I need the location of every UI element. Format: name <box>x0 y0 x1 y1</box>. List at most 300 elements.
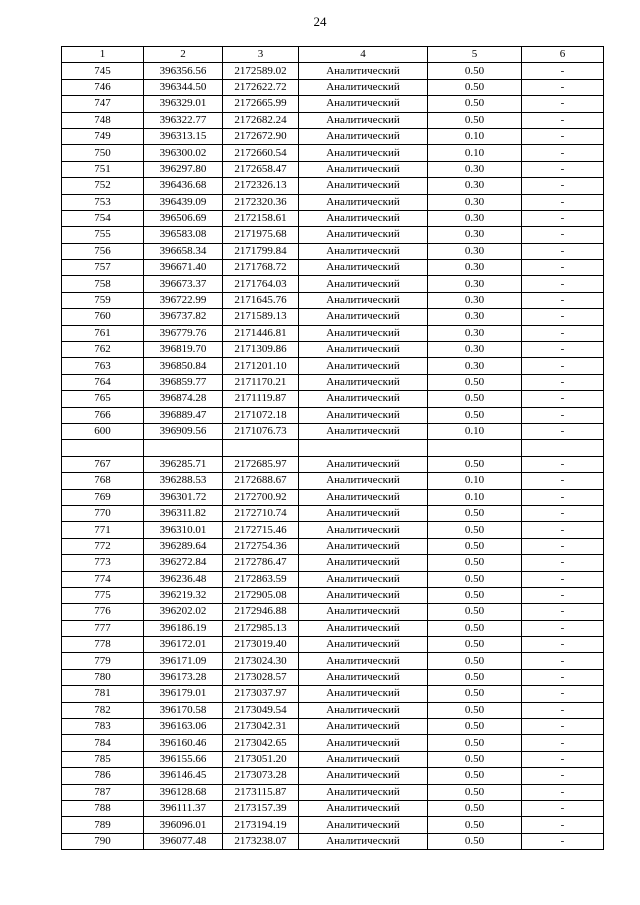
accuracy-cell: 0.50 <box>428 604 522 620</box>
point-number-cell: 783 <box>62 719 144 735</box>
y-coordinate-cell: 2171589.13 <box>223 309 299 325</box>
accuracy-cell: 0.10 <box>428 145 522 161</box>
table-row <box>62 686 604 702</box>
method-cell: Аналитический <box>299 194 428 210</box>
note-cell: - <box>522 489 604 505</box>
table-row <box>62 800 604 816</box>
x-coordinate-cell: 396889.47 <box>144 407 223 423</box>
table-row <box>62 391 604 407</box>
table-row <box>62 555 604 571</box>
column-header-3: 3 <box>223 47 299 63</box>
point-number-cell: 770 <box>62 505 144 521</box>
point-number-cell: 787 <box>62 784 144 800</box>
y-coordinate-cell: 2173019.40 <box>223 637 299 653</box>
accuracy-cell: 0.50 <box>428 571 522 587</box>
y-coordinate-cell: 2172863.59 <box>223 571 299 587</box>
point-number-cell <box>62 440 144 456</box>
note-cell: - <box>522 309 604 325</box>
note-cell: - <box>522 276 604 292</box>
y-coordinate-cell: 2172665.99 <box>223 96 299 112</box>
method-cell: Аналитический <box>299 309 428 325</box>
accuracy-cell: 0.30 <box>428 243 522 259</box>
y-coordinate-cell: 2172658.47 <box>223 161 299 177</box>
x-coordinate-cell: 396171.09 <box>144 653 223 669</box>
method-cell: Аналитический <box>299 358 428 374</box>
accuracy-cell: 0.50 <box>428 456 522 472</box>
method-cell: Аналитический <box>299 79 428 95</box>
table-row <box>62 374 604 390</box>
point-number-cell: 786 <box>62 768 144 784</box>
y-coordinate-cell: 2171645.76 <box>223 292 299 308</box>
point-number-cell: 746 <box>62 79 144 95</box>
accuracy-cell: 0.50 <box>428 702 522 718</box>
method-cell: Аналитический <box>299 128 428 144</box>
point-number-cell: 779 <box>62 653 144 669</box>
note-cell: - <box>522 817 604 833</box>
point-number-cell: 752 <box>62 178 144 194</box>
method-cell: Аналитический <box>299 473 428 489</box>
note-cell: - <box>522 423 604 439</box>
method-cell: Аналитический <box>299 702 428 718</box>
x-coordinate-cell: 396236.48 <box>144 571 223 587</box>
x-coordinate-cell: 396170.58 <box>144 702 223 718</box>
note-cell: - <box>522 391 604 407</box>
accuracy-cell: 0.50 <box>428 735 522 751</box>
table-row <box>62 63 604 79</box>
point-number-cell: 775 <box>62 587 144 603</box>
x-coordinate-cell: 396322.77 <box>144 112 223 128</box>
accuracy-cell: 0.50 <box>428 833 522 849</box>
note-cell: - <box>522 538 604 554</box>
note-cell: - <box>522 702 604 718</box>
column-header-2: 2 <box>144 47 223 63</box>
accuracy-cell: 0.10 <box>428 473 522 489</box>
method-cell: Аналитический <box>299 768 428 784</box>
accuracy-cell: 0.50 <box>428 751 522 767</box>
table-row <box>62 210 604 226</box>
x-coordinate-cell: 396163.06 <box>144 719 223 735</box>
method-cell <box>299 440 428 456</box>
x-coordinate-cell: 396859.77 <box>144 374 223 390</box>
method-cell: Аналитический <box>299 735 428 751</box>
accuracy-cell: 0.50 <box>428 686 522 702</box>
table-row <box>62 571 604 587</box>
accuracy-cell: 0.50 <box>428 538 522 554</box>
method-cell: Аналитический <box>299 342 428 358</box>
note-cell: - <box>522 735 604 751</box>
point-number-cell: 784 <box>62 735 144 751</box>
note-cell: - <box>522 227 604 243</box>
accuracy-cell: 0.30 <box>428 227 522 243</box>
accuracy-cell: 0.50 <box>428 505 522 521</box>
note-cell: - <box>522 800 604 816</box>
y-coordinate-cell: 2171072.18 <box>223 407 299 423</box>
accuracy-cell: 0.50 <box>428 800 522 816</box>
point-number-cell: 754 <box>62 210 144 226</box>
point-number-cell: 747 <box>62 96 144 112</box>
table-row <box>62 719 604 735</box>
method-cell: Аналитический <box>299 571 428 587</box>
note-cell: - <box>522 325 604 341</box>
point-number-cell: 762 <box>62 342 144 358</box>
note-cell: - <box>522 719 604 735</box>
y-coordinate-cell: 2172622.72 <box>223 79 299 95</box>
note-cell: - <box>522 407 604 423</box>
table-row <box>62 358 604 374</box>
column-header-1: 1 <box>62 47 144 63</box>
note-cell: - <box>522 292 604 308</box>
accuracy-cell: 0.10 <box>428 423 522 439</box>
table-row <box>62 522 604 538</box>
note-cell: - <box>522 96 604 112</box>
table-row <box>62 735 604 751</box>
x-coordinate-cell: 396356.56 <box>144 63 223 79</box>
y-coordinate-cell: 2173028.57 <box>223 669 299 685</box>
table-row <box>62 604 604 620</box>
note-cell: - <box>522 768 604 784</box>
table-row <box>62 128 604 144</box>
accuracy-cell: 0.50 <box>428 96 522 112</box>
method-cell: Аналитический <box>299 604 428 620</box>
y-coordinate-cell: 2172946.88 <box>223 604 299 620</box>
method-cell: Аналитический <box>299 637 428 653</box>
method-cell: Аналитический <box>299 522 428 538</box>
accuracy-cell: 0.30 <box>428 161 522 177</box>
y-coordinate-cell: 2171201.10 <box>223 358 299 374</box>
point-number-cell: 778 <box>62 637 144 653</box>
method-cell: Аналитический <box>299 210 428 226</box>
method-cell: Аналитический <box>299 227 428 243</box>
x-coordinate-cell: 396819.70 <box>144 342 223 358</box>
point-number-cell: 600 <box>62 423 144 439</box>
y-coordinate-cell <box>223 440 299 456</box>
note-cell: - <box>522 686 604 702</box>
accuracy-cell: 0.30 <box>428 260 522 276</box>
accuracy-cell: 0.30 <box>428 178 522 194</box>
accuracy-cell: 0.50 <box>428 587 522 603</box>
method-cell: Аналитический <box>299 407 428 423</box>
method-cell: Аналитический <box>299 63 428 79</box>
y-coordinate-cell: 2172320.36 <box>223 194 299 210</box>
method-cell: Аналитический <box>299 276 428 292</box>
x-coordinate-cell: 396219.32 <box>144 587 223 603</box>
y-coordinate-cell: 2172158.61 <box>223 210 299 226</box>
y-coordinate-cell: 2172688.67 <box>223 473 299 489</box>
table-row <box>62 751 604 767</box>
x-coordinate-cell: 396583.08 <box>144 227 223 243</box>
note-cell: - <box>522 604 604 620</box>
x-coordinate-cell: 396673.37 <box>144 276 223 292</box>
table-row <box>62 587 604 603</box>
point-number-cell: 788 <box>62 800 144 816</box>
note-cell: - <box>522 112 604 128</box>
accuracy-cell: 0.10 <box>428 489 522 505</box>
point-number-cell: 771 <box>62 522 144 538</box>
table-row <box>62 260 604 276</box>
x-coordinate-cell: 396506.69 <box>144 210 223 226</box>
method-cell: Аналитический <box>299 719 428 735</box>
y-coordinate-cell: 2171446.81 <box>223 325 299 341</box>
point-number-cell: 753 <box>62 194 144 210</box>
x-coordinate-cell: 396155.66 <box>144 751 223 767</box>
y-coordinate-cell: 2173037.97 <box>223 686 299 702</box>
method-cell: Аналитический <box>299 325 428 341</box>
accuracy-cell: 0.30 <box>428 358 522 374</box>
note-cell: - <box>522 587 604 603</box>
x-coordinate-cell: 396737.82 <box>144 309 223 325</box>
x-coordinate-cell: 396173.28 <box>144 669 223 685</box>
x-coordinate-cell: 396111.37 <box>144 800 223 816</box>
x-coordinate-cell: 396311.82 <box>144 505 223 521</box>
note-cell: - <box>522 128 604 144</box>
table-row <box>62 669 604 685</box>
note-cell: - <box>522 555 604 571</box>
point-number-cell: 757 <box>62 260 144 276</box>
x-coordinate-cell: 396310.01 <box>144 522 223 538</box>
note-cell: - <box>522 178 604 194</box>
note-cell: - <box>522 79 604 95</box>
table-row <box>62 325 604 341</box>
table-header-row <box>62 47 604 63</box>
note-cell: - <box>522 571 604 587</box>
table-row <box>62 79 604 95</box>
point-number-cell: 750 <box>62 145 144 161</box>
accuracy-cell: 0.30 <box>428 276 522 292</box>
x-coordinate-cell: 396313.15 <box>144 128 223 144</box>
method-cell: Аналитический <box>299 800 428 816</box>
table-row <box>62 538 604 554</box>
x-coordinate-cell: 396285.71 <box>144 456 223 472</box>
y-coordinate-cell: 2172660.54 <box>223 145 299 161</box>
y-coordinate-cell: 2171799.84 <box>223 243 299 259</box>
note-cell: - <box>522 260 604 276</box>
y-coordinate-cell: 2172786.47 <box>223 555 299 571</box>
note-cell: - <box>522 784 604 800</box>
y-coordinate-cell: 2172905.08 <box>223 587 299 603</box>
y-coordinate-cell: 2173042.31 <box>223 719 299 735</box>
note-cell: - <box>522 243 604 259</box>
table-row <box>62 407 604 423</box>
point-number-cell: 760 <box>62 309 144 325</box>
y-coordinate-cell: 2172682.24 <box>223 112 299 128</box>
point-number-cell: 768 <box>62 473 144 489</box>
point-number-cell: 789 <box>62 817 144 833</box>
y-coordinate-cell: 2173049.54 <box>223 702 299 718</box>
method-cell: Аналитический <box>299 669 428 685</box>
x-coordinate-cell: 396344.50 <box>144 79 223 95</box>
point-number-cell: 782 <box>62 702 144 718</box>
point-number-cell: 759 <box>62 292 144 308</box>
accuracy-cell: 0.50 <box>428 719 522 735</box>
accuracy-cell: 0.50 <box>428 784 522 800</box>
table-row <box>62 194 604 210</box>
method-cell: Аналитический <box>299 96 428 112</box>
y-coordinate-cell: 2172710.74 <box>223 505 299 521</box>
table-row <box>62 489 604 505</box>
method-cell: Аналитический <box>299 555 428 571</box>
table-row <box>62 817 604 833</box>
x-coordinate-cell: 396850.84 <box>144 358 223 374</box>
accuracy-cell: 0.50 <box>428 555 522 571</box>
y-coordinate-cell: 2173157.39 <box>223 800 299 816</box>
accuracy-cell: 0.50 <box>428 653 522 669</box>
y-coordinate-cell: 2172589.02 <box>223 63 299 79</box>
x-coordinate-cell: 396202.02 <box>144 604 223 620</box>
x-coordinate-cell: 396671.40 <box>144 260 223 276</box>
accuracy-cell: 0.50 <box>428 522 522 538</box>
point-number-cell: 769 <box>62 489 144 505</box>
point-number-cell: 749 <box>62 128 144 144</box>
y-coordinate-cell: 2172672.90 <box>223 128 299 144</box>
table-row <box>62 342 604 358</box>
table-row <box>62 833 604 849</box>
method-cell: Аналитический <box>299 751 428 767</box>
point-number-cell: 776 <box>62 604 144 620</box>
accuracy-cell: 0.50 <box>428 620 522 636</box>
table-row <box>62 161 604 177</box>
accuracy-cell: 0.50 <box>428 669 522 685</box>
table-row <box>62 112 604 128</box>
table-row <box>62 96 604 112</box>
y-coordinate-cell: 2173051.20 <box>223 751 299 767</box>
accuracy-cell: 0.30 <box>428 210 522 226</box>
table-row <box>62 702 604 718</box>
table-row <box>62 784 604 800</box>
y-coordinate-cell: 2172685.97 <box>223 456 299 472</box>
note-cell: - <box>522 342 604 358</box>
accuracy-cell: 0.50 <box>428 391 522 407</box>
x-coordinate-cell: 396909.56 <box>144 423 223 439</box>
table-row <box>62 309 604 325</box>
table-body <box>62 63 604 850</box>
accuracy-cell <box>428 440 522 456</box>
x-coordinate-cell: 396186.19 <box>144 620 223 636</box>
table-row <box>62 620 604 636</box>
note-cell: - <box>522 210 604 226</box>
table-row <box>62 292 604 308</box>
y-coordinate-cell: 2171309.86 <box>223 342 299 358</box>
note-cell: - <box>522 145 604 161</box>
x-coordinate-cell: 396874.28 <box>144 391 223 407</box>
method-cell: Аналитический <box>299 505 428 521</box>
x-coordinate-cell: 396436.68 <box>144 178 223 194</box>
x-coordinate-cell: 396297.80 <box>144 161 223 177</box>
x-coordinate-cell: 396722.99 <box>144 292 223 308</box>
point-number-cell: 745 <box>62 63 144 79</box>
point-number-cell: 777 <box>62 620 144 636</box>
y-coordinate-cell: 2171076.73 <box>223 423 299 439</box>
accuracy-cell: 0.50 <box>428 112 522 128</box>
column-header-6: 6 <box>522 47 604 63</box>
point-number-cell: 748 <box>62 112 144 128</box>
method-cell: Аналитический <box>299 145 428 161</box>
y-coordinate-cell: 2172754.36 <box>223 538 299 554</box>
method-cell: Аналитический <box>299 423 428 439</box>
y-coordinate-cell: 2171764.03 <box>223 276 299 292</box>
x-coordinate-cell: 396329.01 <box>144 96 223 112</box>
note-cell: - <box>522 522 604 538</box>
method-cell: Аналитический <box>299 161 428 177</box>
x-coordinate-cell: 396096.01 <box>144 817 223 833</box>
accuracy-cell: 0.30 <box>428 342 522 358</box>
method-cell: Аналитический <box>299 391 428 407</box>
point-number-cell: 785 <box>62 751 144 767</box>
x-coordinate-cell <box>144 440 223 456</box>
point-number-cell: 761 <box>62 325 144 341</box>
point-number-cell: 751 <box>62 161 144 177</box>
method-cell: Аналитический <box>299 178 428 194</box>
accuracy-cell: 0.50 <box>428 79 522 95</box>
x-coordinate-cell: 396146.45 <box>144 768 223 784</box>
method-cell: Аналитический <box>299 374 428 390</box>
point-number-cell: 790 <box>62 833 144 849</box>
accuracy-cell: 0.50 <box>428 63 522 79</box>
table-row <box>62 768 604 784</box>
x-coordinate-cell: 396779.76 <box>144 325 223 341</box>
table-row <box>62 637 604 653</box>
method-cell: Аналитический <box>299 489 428 505</box>
table-row <box>62 178 604 194</box>
table-row <box>62 505 604 521</box>
point-number-cell: 764 <box>62 374 144 390</box>
x-coordinate-cell: 396300.02 <box>144 145 223 161</box>
y-coordinate-cell: 2172700.92 <box>223 489 299 505</box>
x-coordinate-cell: 396077.48 <box>144 833 223 849</box>
note-cell: - <box>522 505 604 521</box>
y-coordinate-cell: 2173073.28 <box>223 768 299 784</box>
point-number-cell: 756 <box>62 243 144 259</box>
y-coordinate-cell: 2171170.21 <box>223 374 299 390</box>
y-coordinate-cell: 2172985.13 <box>223 620 299 636</box>
page-number: 24 <box>313 14 327 29</box>
x-coordinate-cell: 396179.01 <box>144 686 223 702</box>
method-cell: Аналитический <box>299 587 428 603</box>
accuracy-cell: 0.30 <box>428 194 522 210</box>
column-header-5: 5 <box>428 47 522 63</box>
y-coordinate-cell: 2171975.68 <box>223 227 299 243</box>
method-cell: Аналитический <box>299 620 428 636</box>
note-cell: - <box>522 653 604 669</box>
column-header-4: 4 <box>299 47 428 63</box>
x-coordinate-cell: 396301.72 <box>144 489 223 505</box>
accuracy-cell: 0.10 <box>428 128 522 144</box>
point-number-cell: 758 <box>62 276 144 292</box>
point-number-cell: 773 <box>62 555 144 571</box>
y-coordinate-cell: 2173194.19 <box>223 817 299 833</box>
point-number-cell: 767 <box>62 456 144 472</box>
note-cell: - <box>522 161 604 177</box>
note-cell: - <box>522 473 604 489</box>
method-cell: Аналитический <box>299 260 428 276</box>
table-row <box>62 145 604 161</box>
accuracy-cell: 0.50 <box>428 374 522 390</box>
x-coordinate-cell: 396160.46 <box>144 735 223 751</box>
x-coordinate-cell: 396658.34 <box>144 243 223 259</box>
note-cell <box>522 440 604 456</box>
point-number-cell: 781 <box>62 686 144 702</box>
note-cell: - <box>522 637 604 653</box>
note-cell: - <box>522 669 604 685</box>
y-coordinate-cell: 2173238.07 <box>223 833 299 849</box>
method-cell: Аналитический <box>299 538 428 554</box>
method-cell: Аналитический <box>299 653 428 669</box>
y-coordinate-cell: 2173042.65 <box>223 735 299 751</box>
point-number-cell: 772 <box>62 538 144 554</box>
accuracy-cell: 0.50 <box>428 407 522 423</box>
coordinates-table <box>61 46 604 850</box>
table-row <box>62 653 604 669</box>
note-cell: - <box>522 751 604 767</box>
